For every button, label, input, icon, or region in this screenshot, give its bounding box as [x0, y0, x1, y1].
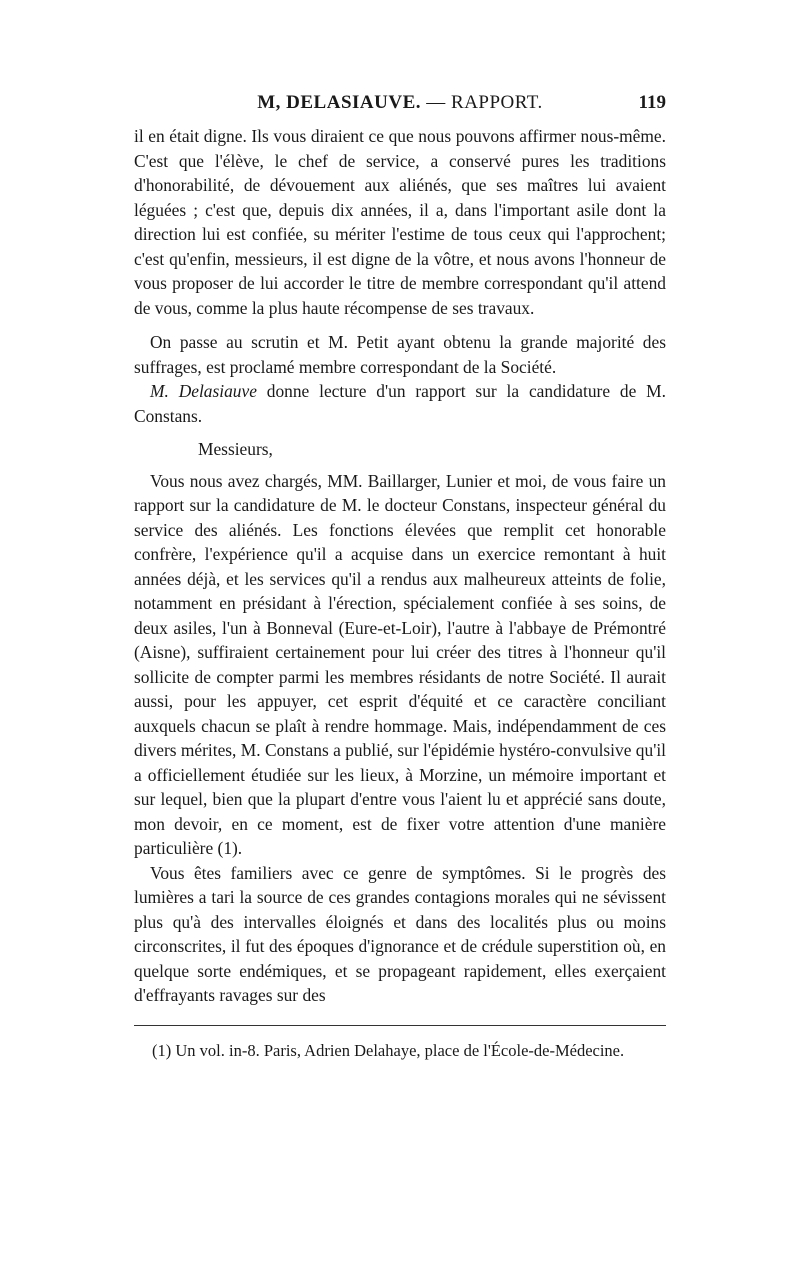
footnote-rule: [134, 1025, 666, 1026]
body-text: [134, 124, 666, 1008]
page-number: 119: [638, 92, 666, 113]
header-title: [134, 92, 666, 114]
paragraph-4: Vous nous avez chargés, MM. Baillarger, Lunier et moi, de vous faire un rapport sur la candidature de M. le docteur Constans, inspecteur général du service des aliénés. Les fonctions élevées que remplit cet honorable confrère, l'expérience qu'il a acquise dans un exercice remontant à huit années déjà, et les services qu'il a rendus aux malheureux atteints de folie, notamment en présidant à l'érection, spécialement confiée à ses soins, de deux asiles, l'un à Bonneval (Eure-et-Loir), l'autre à l'abbaye de Prémontré (Aisne), suffiraient certainement pour lui créer des titres à l'honneur qu'il sollicite de compter parmi les membres résidants de notre Société. Il aurait aussi, pour les appuyer, cet esprit d'équité et ce caractère conciliant auxquels chacun se plaît à rendre hommage. Mais, indépendamment de ces divers mérites, M. Constans a publié, sur l'épidémie hystéro-convulsive qu'il a officiellement étudiée sur les lieux, à Morzine, un mémoire important et sur lequel, bien que la plupart d'entre vous l'aient lu et apprécié sans doute, mon devoir, en ce moment, est de fixer votre attention d'une manière particulière (1).: [134, 470, 666, 858]
paragraph-3: [134, 379, 666, 428]
running-header: [134, 92, 666, 120]
header-section: RAPPORT.: [451, 92, 543, 113]
footnote: (1) Un vol. in-8. Paris, Adrien Delahaye, place de l'École-de-Médecine.: [152, 1041, 625, 1060]
salutation: Messieurs,: [198, 439, 273, 459]
speaker-name: M. Delasiauve: [150, 381, 257, 401]
header-separator: —: [426, 92, 446, 113]
paragraph-1: il en était digne. Ils vous diraient ce que nous pouvons affirmer nous-même. C'est que l'élève, le chef de service, a conservé pures les traditions d'honorabilité, de dévouement aux aliénés, que ses maîtres lui avaient léguées ; c'est que, depuis dix années, il a, dans l'important asile dont la direction lui est confiée, su mériter l'estime de tous ceux qui l'approchent; c'est qu'enfin, messieurs, il est digne de la vôtre, et nous avons l'honneur de vous proposer de lui accorder le titre de membre correspondant qu'il attend de vous, comme la plus haute récompense de ses travaux.: [134, 126, 666, 318]
reading-text: donne lecture d'un rapport sur la candidature de M. Constans.: [134, 381, 666, 426]
paragraph-5: Vous êtes familiers avec ce genre de symptômes. Si le progrès des lumières a tari la source de ces grandes contagions morales qui ne sévissent plus qu'à des intervalles éloignés et dans des localités plus ou moins circonscrites, il fut des époques d'ignorance et de crédule superstition où, en quelque sorte endémiques, et se propageant rapidement, elles exerçaient d'effrayants ravages sur des: [134, 862, 666, 1005]
header-author: M, DELASIAUVE.: [257, 92, 422, 113]
paragraph-2: On passe au scrutin et M. Petit ayant obtenu la grande majorité des suffrages, est proclamé membre correspondant de la Société.: [134, 332, 666, 377]
